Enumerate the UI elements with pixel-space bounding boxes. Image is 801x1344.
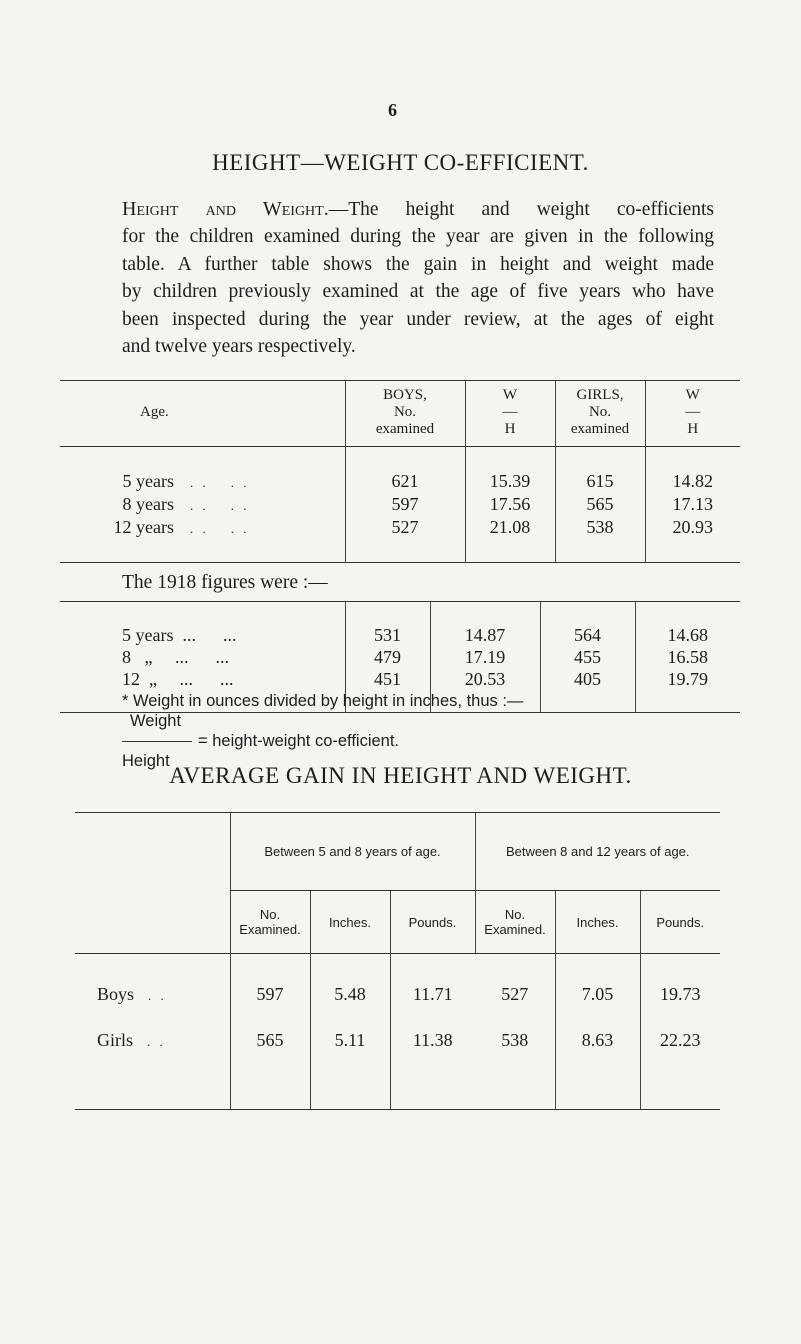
- intro-line-6: and twelve years respectively.: [122, 336, 356, 358]
- table-row: Girls . . 565 5.11 11.38 538 8.63 22.23: [75, 1017, 720, 1063]
- table2-caption: The 1918 figures were :—: [122, 572, 328, 593]
- coefficient-table-current: [60, 380, 740, 563]
- fraction-numerator: Weight: [130, 712, 182, 730]
- table-row: 12 „ ... ... 451 20.53 405 19.79: [60, 668, 740, 690]
- table1-header-row: [60, 381, 740, 447]
- fraction-bar: [122, 741, 192, 742]
- footnote-line: * Weight in ounces divided by height in inches, thus :—: [122, 692, 524, 710]
- footnote: [122, 691, 523, 771]
- average-gain-table: [75, 812, 720, 1110]
- intro-line-5: been inspected during the year under review, at the ages of eight: [122, 308, 714, 330]
- girls-header: GIRLS, No. examined: [555, 381, 645, 447]
- wh-boys-header: W — H: [465, 381, 555, 447]
- col-no-examined-2: No. Examined.: [475, 891, 555, 954]
- intro-line-2: for the children examined during the year are given in the following: [122, 226, 714, 248]
- col-pounds-2: Pounds.: [640, 891, 720, 954]
- col-inches-2: Inches.: [555, 891, 640, 954]
- intro-lead: Height and Weight.: [122, 198, 329, 220]
- intro-line-4: by children previously examined at the age of five years who have: [122, 281, 714, 303]
- table-row: Boys . . 597 5.48 11.71 527 7.05 19.73: [75, 954, 720, 1018]
- table-row: 8 „ ... ... 479 17.19 455 16.58: [60, 646, 740, 668]
- table-row: 8 years . . . . 597 17.56 565 17.13: [60, 493, 740, 516]
- col-no-examined-1: No. Examined.: [230, 891, 310, 954]
- corner-cell: [75, 813, 230, 954]
- col-inches-1: Inches.: [310, 891, 390, 954]
- table-row: 5 years . . . . 621 15.39 615 14.82: [60, 470, 740, 493]
- intro-line-3: table. A further table shows the gain in height and weight made: [122, 253, 714, 275]
- table-row: 5 years ... ... 531 14.87 564 14.68: [60, 624, 740, 646]
- fraction-equals: = height-weight co-efficient.: [198, 732, 400, 750]
- intro-line-1: Height and Weight.—The height and weight co-efficients: [122, 198, 714, 220]
- intro-paragraph: [122, 196, 714, 360]
- col-pounds-1: Pounds.: [390, 891, 475, 954]
- table-row: 12 years . . . . 527 21.08 538 20.93: [60, 516, 740, 539]
- group-5-to-8-header: Between 5 and 8 years of age.: [230, 813, 475, 891]
- fraction-denominator: Height: [122, 752, 170, 770]
- group-8-to-12-header: Between 8 and 12 years of age.: [475, 813, 720, 891]
- section-title: HEIGHT—WEIGHT CO-EFFICIENT.: [212, 150, 589, 175]
- boys-header: BOYS, No. examined: [345, 381, 465, 447]
- wh-girls-header: W — H: [645, 381, 740, 447]
- page-number: 6: [388, 100, 397, 120]
- age-header: Age.: [60, 381, 345, 447]
- section-title-2: AVERAGE GAIN IN HEIGHT AND WEIGHT.: [169, 763, 632, 788]
